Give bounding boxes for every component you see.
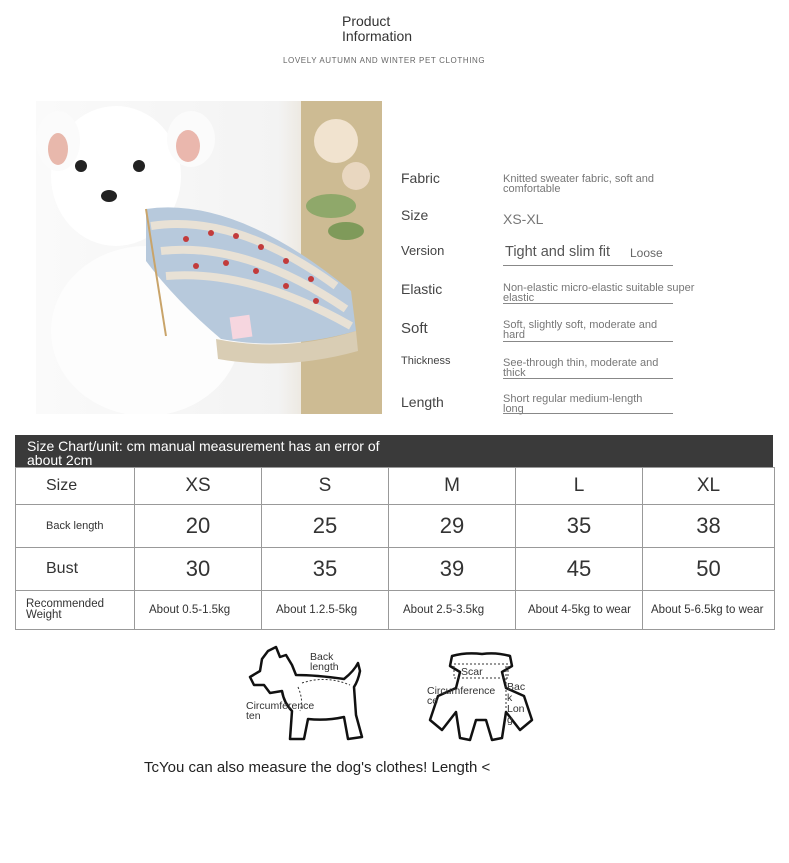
spec-value-version-alt: Loose [630, 246, 663, 260]
spec-value-elastic: Non-elastic micro-elastic suitable super elastic [503, 282, 695, 304]
soft-rule [503, 341, 673, 342]
product-photo [36, 101, 382, 414]
page-subtitle: LOVELY AUTUMN AND WINTER PET CLOTHING [283, 56, 486, 65]
spec-value-length: Short regular medium-length long [503, 393, 643, 415]
page-title: Product Information [342, 13, 413, 44]
table-row [16, 505, 775, 548]
table-header-cell: L [516, 468, 643, 505]
size-chart-header [15, 435, 773, 467]
spec-value-soft: Soft, slightly soft, moderate and hard [503, 319, 658, 341]
clothes-measure-diagram [426, 650, 536, 745]
elastic-rule [503, 303, 673, 304]
length-rule [503, 413, 673, 414]
table-header-cell: M [389, 468, 516, 505]
table-cell: About 2.5-3.5kg [389, 591, 516, 630]
size-chart-table [15, 467, 775, 630]
spec-label-elastic: Elastic [401, 281, 443, 297]
spec-label-thickness: Thickness [401, 355, 451, 367]
diagram-label-circumference: Circumference ten [246, 700, 315, 722]
table-cell: 45 [516, 548, 643, 591]
spec-value-fabric: Knitted sweater fabric, soft and comfortable [503, 173, 655, 195]
table-cell: 25 [262, 505, 389, 548]
table-row-label: Recommended Weight [16, 591, 135, 630]
diagram-label-clothes-circumference: Circumference ce [427, 685, 496, 707]
table-cell: About 5-6.5kg to wear [643, 591, 775, 630]
table-cell: About 4-5kg to wear [516, 591, 643, 630]
spec-label-length: Length [401, 394, 444, 410]
spec-label-version: Version [401, 243, 445, 258]
spec-label-soft: Soft [401, 320, 428, 337]
dog-in-sweater-illustration [36, 101, 382, 414]
diagram-label-back-length: Back length [310, 651, 339, 673]
table-cell: 35 [516, 505, 643, 548]
table-cell: 50 [643, 548, 775, 591]
spec-label-fabric: Fabric [401, 170, 440, 186]
table-cell: About 0.5-1.5kg [135, 591, 262, 630]
thickness-rule [503, 378, 673, 379]
table-header-cell: Size [16, 468, 135, 505]
diagram-label-scar: Scar [461, 666, 483, 678]
table-row [16, 548, 775, 591]
table-row-label: Bust [16, 548, 135, 591]
spec-value-thickness: See-through thin, moderate and thick [503, 357, 659, 379]
spec-value-size: XS-XL [503, 211, 544, 227]
table-header-cell: S [262, 468, 389, 505]
table-cell: 20 [135, 505, 262, 548]
table-cell: About 1.2.5-5kg [262, 591, 389, 630]
table-row [16, 468, 775, 505]
diagram-label-clothes-back-length: Bac k Lon g [507, 681, 526, 726]
version-rule [503, 265, 673, 266]
dog-measure-diagram [246, 645, 368, 743]
table-cell: 30 [135, 548, 262, 591]
size-chart-heading: Size Chart/unit: cm manual measurement has an error of about 2cm [27, 438, 380, 468]
spec-value-version: Tight and slim fit [505, 244, 611, 260]
table-cell: 35 [262, 548, 389, 591]
table-cell: 39 [389, 548, 516, 591]
table-cell: 29 [389, 505, 516, 548]
table-row-label: Back length [16, 505, 135, 548]
table-header-cell: XS [135, 468, 262, 505]
table-row [16, 591, 775, 630]
spec-label-size: Size [401, 207, 429, 223]
table-header-cell: XL [643, 468, 775, 505]
measure-note: TcYou can also measure the dog's clothes! Length < [144, 759, 491, 776]
table-cell: 38 [643, 505, 775, 548]
